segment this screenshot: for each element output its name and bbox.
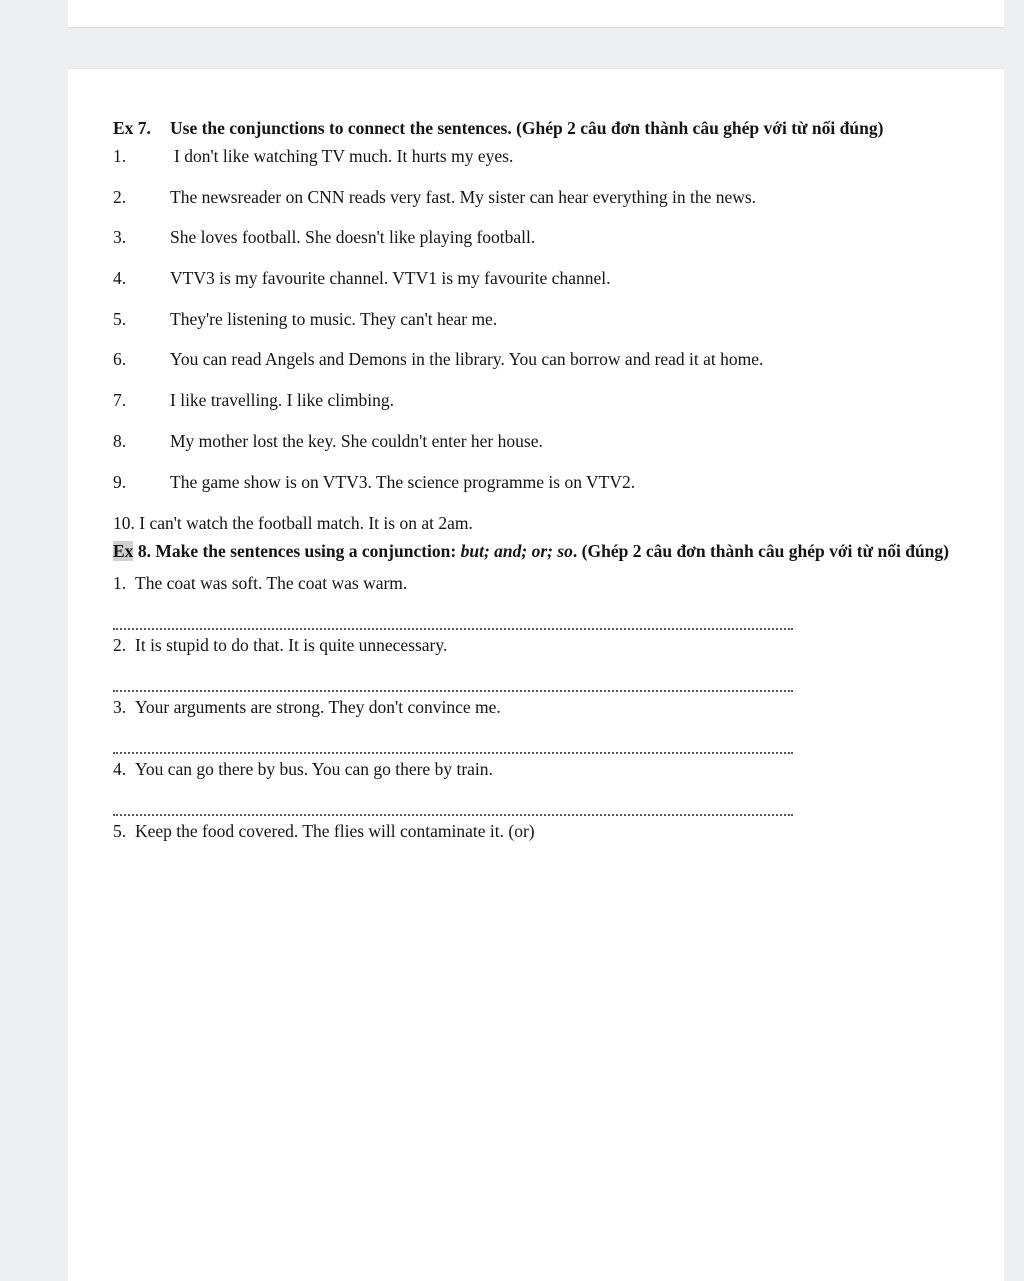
answer-line[interactable] xyxy=(113,595,793,630)
list-item xyxy=(113,347,973,388)
item-number: 6. xyxy=(113,349,127,370)
list-item xyxy=(113,429,973,470)
item-text: It is stupid to do that. It is quite unnecessary. xyxy=(135,635,448,656)
item-number: 7. xyxy=(113,390,127,411)
item-text: The game show is on VTV3. The science programme is on VTV2. xyxy=(170,471,636,492)
item-number: 2. xyxy=(113,635,127,656)
page-content xyxy=(113,116,973,843)
list-item xyxy=(113,388,973,429)
item-text: The newsreader on CNN reads very fast. My sister can hear everything in the news. xyxy=(170,186,757,207)
answer-line[interactable] xyxy=(113,781,793,816)
ex8-conjunctions: but; and; or; so xyxy=(460,541,573,562)
item-number: 1. xyxy=(113,146,127,166)
item-number: 5. xyxy=(113,821,127,842)
list-item xyxy=(113,307,973,348)
previous-page xyxy=(68,0,1004,28)
item-text: Keep the food covered. The flies will contaminate it. (or) xyxy=(135,821,535,842)
item-number: 8. xyxy=(113,430,127,451)
item-text: You can read Angels and Demons in the library. You can borrow and read it at home. xyxy=(170,349,764,370)
ex8-ex-label: Ex xyxy=(113,541,134,562)
list-item xyxy=(113,757,973,781)
answer-line[interactable] xyxy=(113,657,793,692)
list-item-last: 10. I can't watch the football match. It is on at 2am. xyxy=(113,513,473,534)
item-text: She loves football. She doesn't like playing football. xyxy=(170,227,536,248)
item-text: You can go there by bus. You can go there by train. xyxy=(135,759,493,780)
ex8-title-end: . (Ghép 2 câu đơn thành câu ghép với từ nối đúng) xyxy=(572,541,949,562)
item-number: 2. xyxy=(113,186,127,207)
list-item xyxy=(113,144,973,185)
ex8-heading xyxy=(113,539,973,563)
ex7-title: Use the conjunctions to connect the sentences. (Ghép 2 câu đơn thành câu ghép với từ nối đúng) xyxy=(170,118,884,138)
item-number: 5. xyxy=(113,308,127,329)
list-item xyxy=(113,225,973,266)
ex8-list xyxy=(113,571,973,843)
item-text: I like travelling. I like climbing. xyxy=(170,390,395,411)
list-item xyxy=(113,695,973,719)
list-item xyxy=(113,571,973,595)
item-number: 4. xyxy=(113,759,127,780)
list-item xyxy=(113,470,973,511)
item-number: 3. xyxy=(113,697,127,718)
item-number: 4. xyxy=(113,268,127,289)
ex7-heading xyxy=(113,116,973,140)
list-item xyxy=(113,633,973,657)
item-text: They're listening to music. They can't hear me. xyxy=(170,308,498,329)
item-number: 3. xyxy=(113,227,127,248)
list-item xyxy=(113,185,973,226)
ex7-list xyxy=(113,144,973,510)
item-text: Your arguments are strong. They don't convince me. xyxy=(135,697,501,718)
ex7-number: Ex 7. xyxy=(113,118,151,138)
item-text: I don't like watching TV much. It hurts my eyes. xyxy=(174,146,514,166)
item-number: 9. xyxy=(113,471,127,492)
item-text: My mother lost the key. She couldn't enter her house. xyxy=(170,430,543,451)
item-text: VTV3 is my favourite channel. VTV1 is my favourite channel. xyxy=(170,268,611,289)
list-item xyxy=(113,266,973,307)
answer-line[interactable] xyxy=(113,719,793,754)
ex8-title-start: 8. Make the sentences using a conjunction: xyxy=(133,541,461,562)
item-text: The coat was soft. The coat was warm. xyxy=(135,573,408,594)
item-number: 1. xyxy=(113,573,127,594)
document-page xyxy=(68,68,1004,1281)
list-item xyxy=(113,819,973,843)
